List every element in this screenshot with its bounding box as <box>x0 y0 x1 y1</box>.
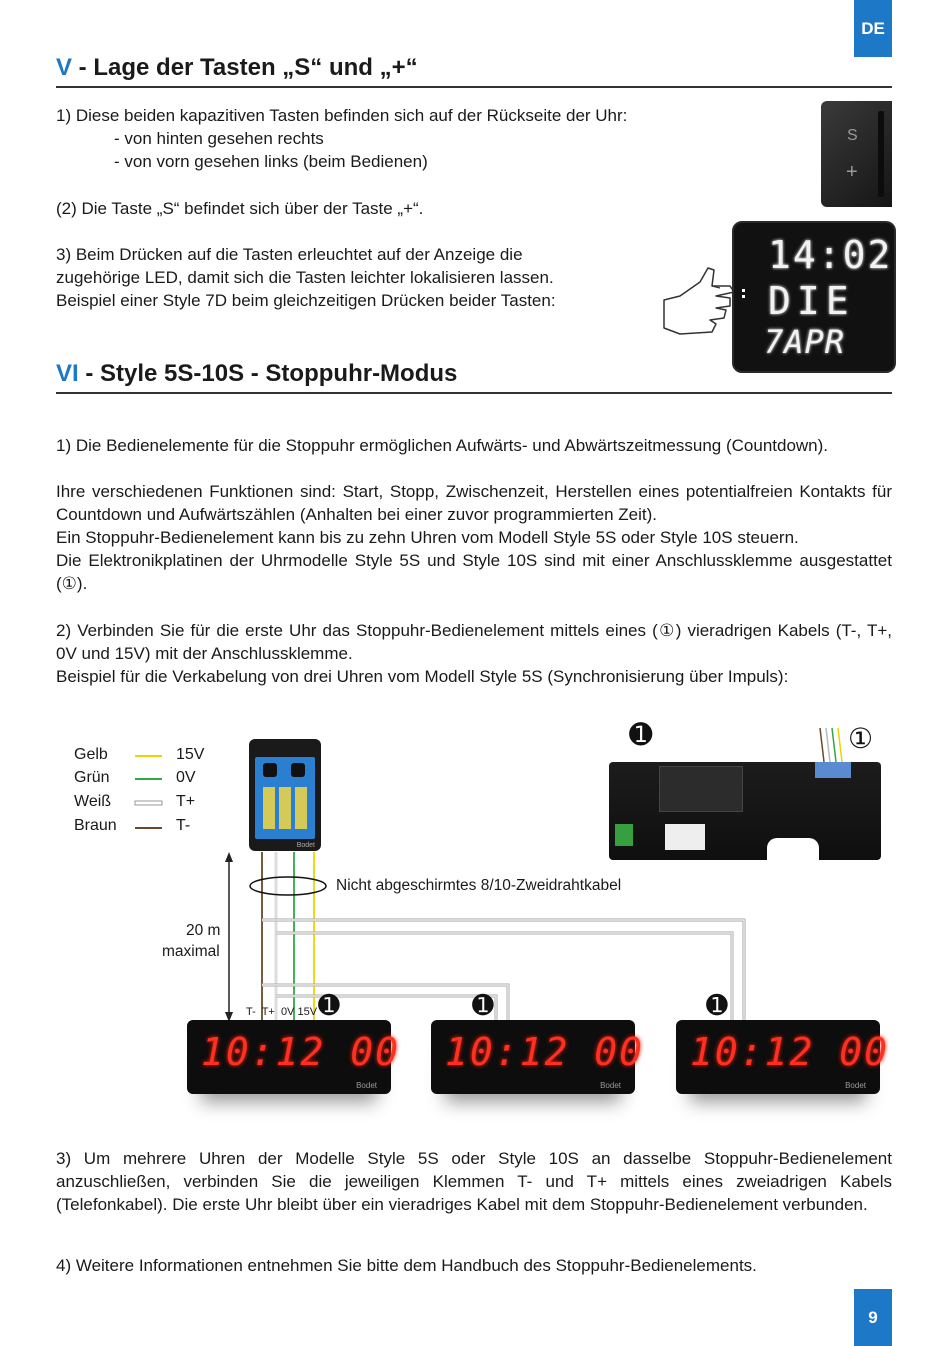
legend-white-name: Weiß <box>74 793 112 810</box>
section-v-p3a: 3) Beim Drücken auf die Tasten erleuchtet auf der Anzeige die <box>56 245 523 264</box>
clock-3-display: 10:12 00 <box>690 1030 890 1074</box>
style-5s-clock-1 <box>187 1020 401 1094</box>
marker-board: ➊ <box>629 719 653 750</box>
section-vi-p1b: Ihre verschiedenen Funktionen sind: Start, Stopp, Zwischenzeit, Herstellen eines potentialfreien Kontakts für Countdown und Aufwärtszählen (Anhalten bei einer zuvor programmierten Zeit). <box>56 482 892 524</box>
legend-yellow-name: Gelb <box>74 746 108 763</box>
button-rule <box>878 111 884 197</box>
section-vi-p1: 1) Die Bedienelemente für die Stoppuhr ermöglichen Aufwärts- und Abwärtszeitmessung (Countdown). <box>56 436 829 455</box>
controller-button-right <box>291 763 305 777</box>
legend-yellow-signal: 15V <box>176 746 205 763</box>
controller-face <box>255 757 315 839</box>
clock-2-display: 10:12 00 <box>445 1030 645 1074</box>
marker-board-terminal: ① <box>848 723 874 754</box>
section-vi-title: - Style 5S-10S - Stoppuhr-Modus <box>78 360 458 387</box>
section-v-rule <box>56 86 892 88</box>
capacitive-buttons-photo <box>821 101 892 207</box>
style-7d-clock <box>732 221 896 373</box>
legend-brown-name: Braun <box>74 817 117 834</box>
pcb-terminal-block <box>815 762 851 778</box>
section-vi-p2b: Beispiel für die Verkabelung von drei Uhren vom Modell Style 5S (Synchronisierung über Impuls): <box>56 667 789 686</box>
button-s-label: S <box>847 127 858 144</box>
clock-pcb-board <box>609 762 881 860</box>
clock-line-day: DIE <box>768 279 855 323</box>
section-vi-rule <box>56 392 892 394</box>
legend-white-signal: T+ <box>176 793 196 810</box>
cable-label: Nicht abgeschirmtes 8/10-Zweidrahtkabel <box>336 877 622 894</box>
section-v-p3c: Beispiel einer Style 7D beim gleichzeitigen Drücken beider Tasten: <box>56 291 556 310</box>
clock-line-time: 14:02 <box>768 233 893 277</box>
controller-brand: Bodet <box>296 842 315 849</box>
section-v-title: - Lage der Tasten „S“ und „+“ <box>72 54 418 81</box>
clock-1-display: 10:12 00 <box>201 1030 401 1074</box>
button-plus-label: + <box>846 161 858 183</box>
section-v-p3b: zugehörige LED, damit sich die Tasten leichter lokalisieren lassen. <box>56 268 554 287</box>
section-vi-number: VI <box>56 360 79 387</box>
pcb-power-module <box>659 766 743 812</box>
page-number: 9 <box>854 1289 892 1346</box>
section-vi-heading <box>56 360 457 388</box>
section-vi-p2: 2) Verbinden Sie für die erste Uhr das Stoppuhr-Bedienelement mittels eines (①) vieradrigen Kabels (T-, T+, 0V und 15V) mit der Anschlussklemme. <box>56 621 892 663</box>
terminal-labels: T- T+ 0V 15V <box>246 1006 318 1018</box>
section-vi-p3: 3) Um mehrere Uhren der Modelle Style 5S oder Style 10S an dasselbe Stoppuhr-Bedienelement anzuschließen, verbinden Sie die jeweiligen Klemmen T- und T+ mittels eines zweiadrigen Kabels (Telefonkabel). Die erste Uhr bleibt über ein vieradriges Kabel mit dem Stoppuhr-Bedienelement verbunden. <box>56 1149 892 1214</box>
legend-green-name: Grün <box>74 769 110 786</box>
pcb-cutout <box>767 838 819 860</box>
marker-clock-1: ➊ <box>318 990 340 1020</box>
legend-green-signal: 0V <box>176 769 196 786</box>
marker-clock-3: ➊ <box>706 990 728 1020</box>
lit-led-indicator <box>742 289 745 292</box>
pcb-green-connector <box>615 824 633 846</box>
controller-button-left <box>263 763 277 777</box>
section-vi-p4: 4) Weitere Informationen entnehmen Sie bitte dem Handbuch des Stoppuhr-Bedienelements. <box>56 1256 757 1275</box>
clock-2-brand: Bodet <box>600 1081 621 1090</box>
clock-1-brand: Bodet <box>356 1081 377 1090</box>
section-v-heading <box>56 54 418 82</box>
section-v-number: V <box>56 54 73 81</box>
section-v-p1: 1) Diese beiden kapazitiven Tasten befinden sich auf der Rückseite der Uhr: <box>56 106 628 125</box>
hand-pressing-illustration <box>660 262 740 342</box>
pcb-label-sticker <box>665 824 705 850</box>
section-v-p2: (2) Die Taste „S“ befindet sich über der Taste „+“. <box>56 199 424 218</box>
clock-line-date: 7APR <box>764 323 846 361</box>
stopwatch-controller <box>249 739 321 851</box>
section-v-p1a: - von hinten gesehen rechts <box>114 129 324 148</box>
distance-label-1: 20 m <box>186 922 221 939</box>
clock-3-brand: Bodet <box>845 1081 866 1090</box>
style-5s-clock-3 <box>676 1020 890 1094</box>
style-5s-clock-2 <box>431 1020 645 1094</box>
controller-keypad <box>263 787 307 829</box>
section-vi-p1d: Die Elektronikplatinen der Uhrmodelle Style 5S und Style 10S sind mit einer Anschlussklemme ausgestattet (①). <box>56 551 892 593</box>
section-vi-p1c: Ein Stoppuhr-Bedienelement kann bis zu zehn Uhren vom Modell Style 5S oder Style 10S steuern. <box>56 528 799 547</box>
section-v-p1b: - von vorn gesehen links (beim Bedienen) <box>114 152 428 171</box>
marker-clock-2: ➊ <box>472 990 494 1020</box>
language-tab: DE <box>854 0 892 57</box>
legend-brown-signal: T- <box>176 817 191 834</box>
wiring-lines <box>0 700 950 1030</box>
distance-label-2: maximal <box>162 943 220 960</box>
